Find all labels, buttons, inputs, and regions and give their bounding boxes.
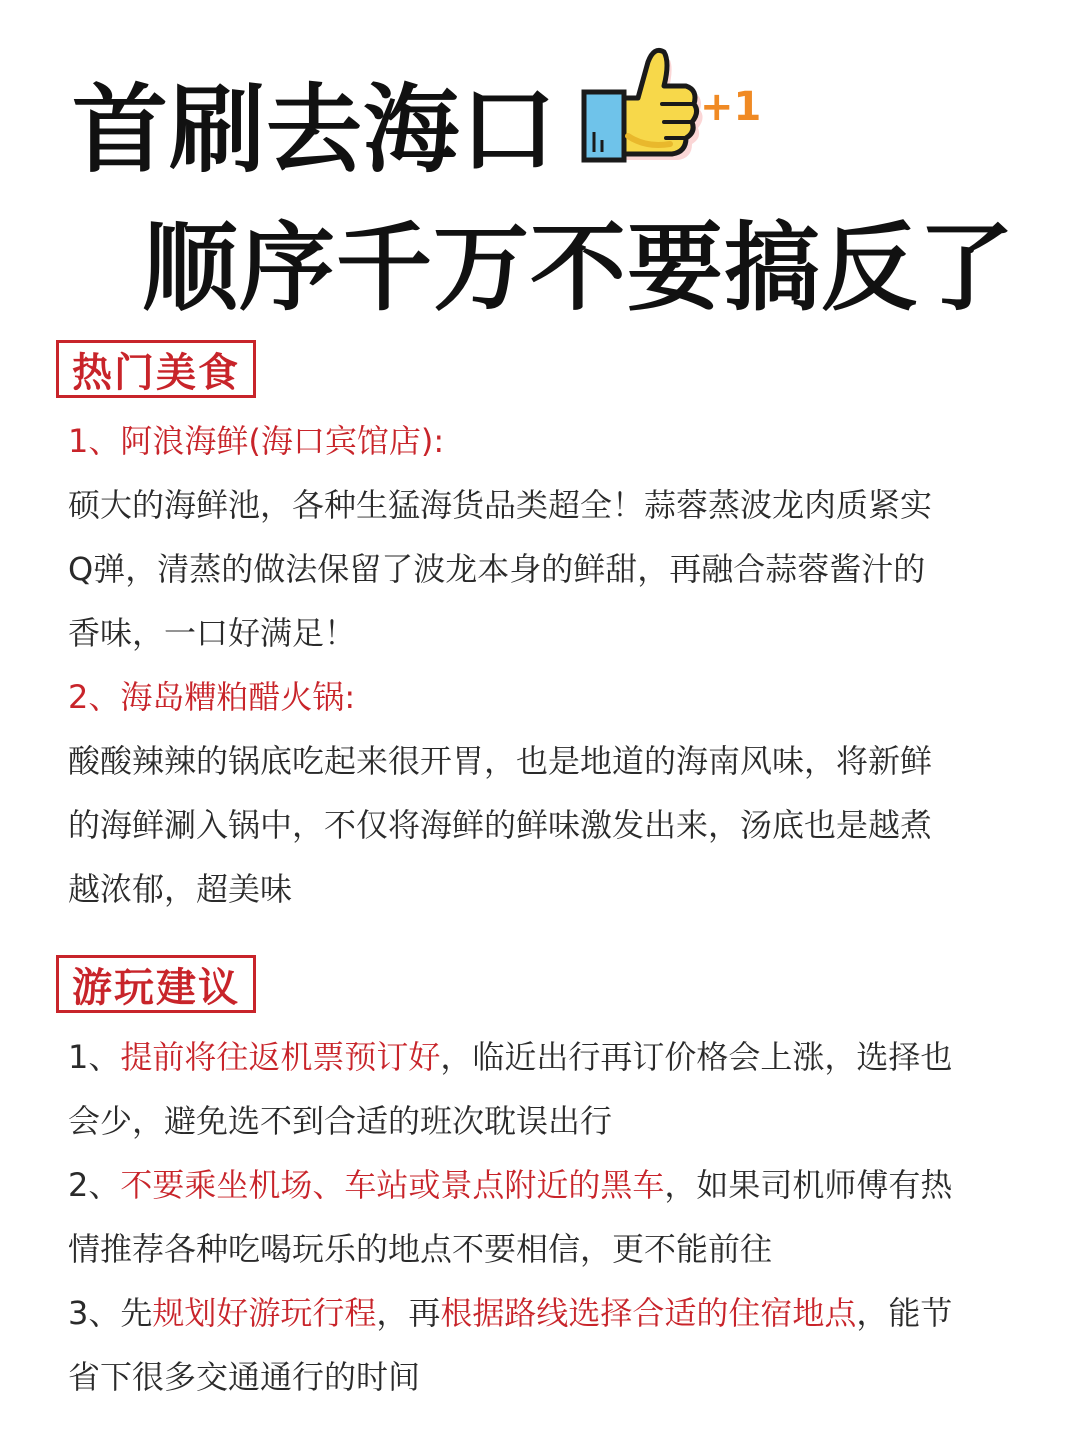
tip-3-text: ，能节 xyxy=(856,1294,953,1332)
page-title-line-1: 首刷去海口 xyxy=(72,74,557,186)
tip-1-line-2: 会少，避免选不到合适的班次耽误出行 xyxy=(68,1102,613,1140)
food-item-1-desc-line-3: 香味，一口好满足！ xyxy=(68,614,357,652)
food-item-2-desc-line-3: 越浓郁，超美味 xyxy=(68,870,293,908)
tip-3-highlight-2: 根据路线选择合适的住宿地点 xyxy=(440,1294,857,1332)
section-heading-food: 热门美食 xyxy=(56,340,256,398)
plus-one-badge: +1 xyxy=(700,84,762,130)
tip-1-highlight: 提前将往返机票预订好 xyxy=(120,1038,441,1076)
section-heading-travel-tips: 游玩建议 xyxy=(56,955,256,1013)
tip-1-text: ，临近出行再订价格会上涨，选择也 xyxy=(440,1038,953,1076)
tip-1-number: 1、 xyxy=(68,1038,121,1076)
tip-2-line-1 xyxy=(68,1166,953,1204)
tip-2-line-2: 情推荐各种吃喝玩乐的地点不要相信，更不能前往 xyxy=(68,1230,773,1268)
tip-3-text-mid: ，再 xyxy=(376,1294,441,1332)
tip-2-number: 2、 xyxy=(68,1166,121,1204)
tip-3-highlight-1: 规划好游玩行程 xyxy=(152,1294,377,1332)
tip-2-text: ，如果司机师傅有热 xyxy=(664,1166,953,1204)
food-item-1-title: 1、阿浪海鲜(海口宾馆店): xyxy=(68,422,445,460)
food-item-1-desc-line-2: Q弹，清蒸的做法保留了波龙本身的鲜甜，再融合蒜蓉酱汁的 xyxy=(68,550,926,588)
tip-2-highlight: 不要乘坐机场、车站或景点附近的黑车 xyxy=(120,1166,665,1204)
food-item-1-desc-line-1: 硕大的海鲜池，各种生猛海货品类超全！蒜蓉蒸波龙肉质紧实 xyxy=(68,486,933,524)
thumbs-up-icon xyxy=(576,40,766,170)
tip-3-line-2: 省下很多交通通行的时间 xyxy=(68,1358,421,1396)
page-title-line-2: 顺序千万不要搞反了 xyxy=(142,212,1015,324)
tip-1-line-1 xyxy=(68,1038,953,1076)
tip-3-line-1 xyxy=(68,1294,953,1332)
food-item-2-desc-line-2: 的海鲜涮入锅中，不仅将海鲜的鲜味激发出来，汤底也是越煮 xyxy=(68,806,933,844)
food-item-2-desc-line-1: 酸酸辣辣的锅底吃起来很开胃，也是地道的海南风味，将新鲜 xyxy=(68,742,933,780)
tip-3-number: 3、先 xyxy=(68,1294,153,1332)
food-item-2-title: 2、海岛糟粕醋火锅: xyxy=(68,678,356,716)
